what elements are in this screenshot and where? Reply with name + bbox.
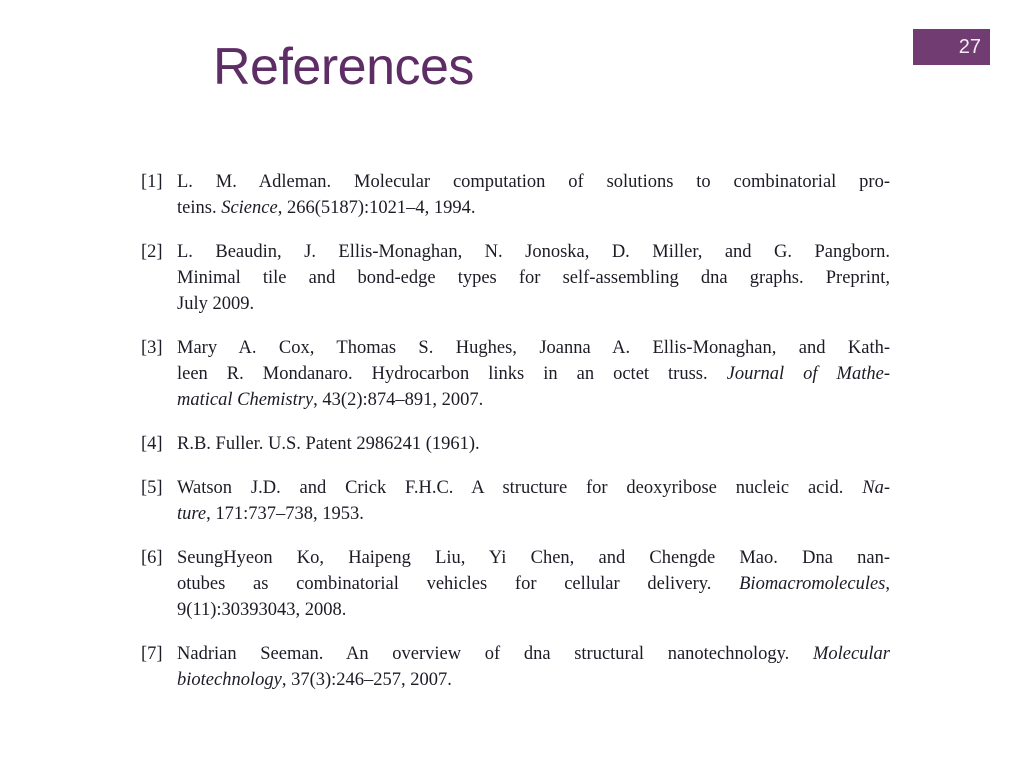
reference-line [177,571,890,597]
reference-segment: , 266(5187):1021–4, 1994. [277,198,476,218]
reference-label: [7] [141,644,163,664]
reference-line [177,387,890,413]
reference-segment-italic: ture [177,504,207,524]
reference-segment-italic: matical Chemistry [177,390,314,410]
reference-item [141,431,890,457]
reference-label: [5] [141,478,163,498]
reference-segment: 9(11):30393043, 2008. [177,600,347,620]
reference-line [177,475,890,501]
reference-label: [3] [141,338,163,358]
reference-body [177,641,890,693]
reference-segment-italic: Journal of Mathe- [726,364,890,384]
reference-segment: , 171:737–738, 1953. [206,504,364,524]
reference-segment: , [885,574,890,594]
reference-segment: Watson J.D. and Crick F.H.C. A structure for deoxyribose nucleic acid. [177,478,863,498]
reference-segment: Nadrian Seeman. An overview of dna structural nanotechnology. [177,644,813,664]
reference-segment: otubes as combinatorial vehicles for cellular delivery. [177,574,740,594]
reference-item [141,239,890,317]
reference-line [177,501,890,527]
reference-line [177,641,890,667]
reference-body [177,475,890,527]
reference-item [141,169,890,221]
reference-segment-italic: Biomacromolecules [739,574,886,594]
reference-line [177,597,890,623]
page-number: 27 [958,35,981,58]
reference-segment-italic: Science [221,198,278,218]
reference-body [177,431,890,457]
page-number-badge [913,29,990,65]
reference-item [141,475,890,527]
reference-segment: teins. [177,198,222,218]
reference-line [177,195,890,221]
reference-segment: July 2009. [177,294,255,314]
reference-label: [6] [141,548,163,568]
reference-body [177,239,890,317]
reference-segment-italic: Na- [862,478,890,498]
reference-item [141,545,890,623]
reference-line [177,431,890,457]
page-title: References [213,38,474,96]
reference-line [177,667,890,693]
reference-label: [2] [141,242,163,262]
reference-body [177,335,890,413]
reference-segment: L. Beaudin, J. Ellis-Monaghan, N. Jonoska, D. Miller, and G. Pangborn. [177,242,890,262]
references-list [141,169,890,711]
reference-line [177,239,890,265]
reference-label: [4] [141,434,163,454]
reference-segment: R.B. Fuller. U.S. Patent 2986241 (1961). [177,434,480,454]
reference-segment: L. M. Adleman. Molecular computation of solutions to combinatorial pro- [177,172,890,192]
reference-line [177,265,890,291]
reference-line [177,169,890,195]
reference-segment: Mary A. Cox, Thomas S. Hughes, Joanna A. Ellis-Monaghan, and Kath- [177,338,890,358]
reference-line [177,291,890,317]
reference-segment: Minimal tile and bond-edge types for self-assembling dna graphs. Preprint, [177,268,890,288]
reference-segment-italic: biotechnology [177,670,282,690]
reference-item [141,335,890,413]
reference-label: [1] [141,172,163,192]
reference-body [177,545,890,623]
reference-segment-italic: Molecular [812,644,890,664]
reference-segment: , 37(3):246–257, 2007. [281,670,452,690]
reference-line [177,361,890,387]
reference-segment: leen R. Mondanaro. Hydrocarbon links in an octet truss. [177,364,727,384]
reference-body [177,169,890,221]
reference-line [177,545,890,571]
reference-segment: , 43(2):874–891, 2007. [313,390,484,410]
reference-segment: SeungHyeon Ko, Haipeng Liu, Yi Chen, and Chengde Mao. Dna nan- [177,548,890,568]
reference-line [177,335,890,361]
reference-item [141,641,890,693]
